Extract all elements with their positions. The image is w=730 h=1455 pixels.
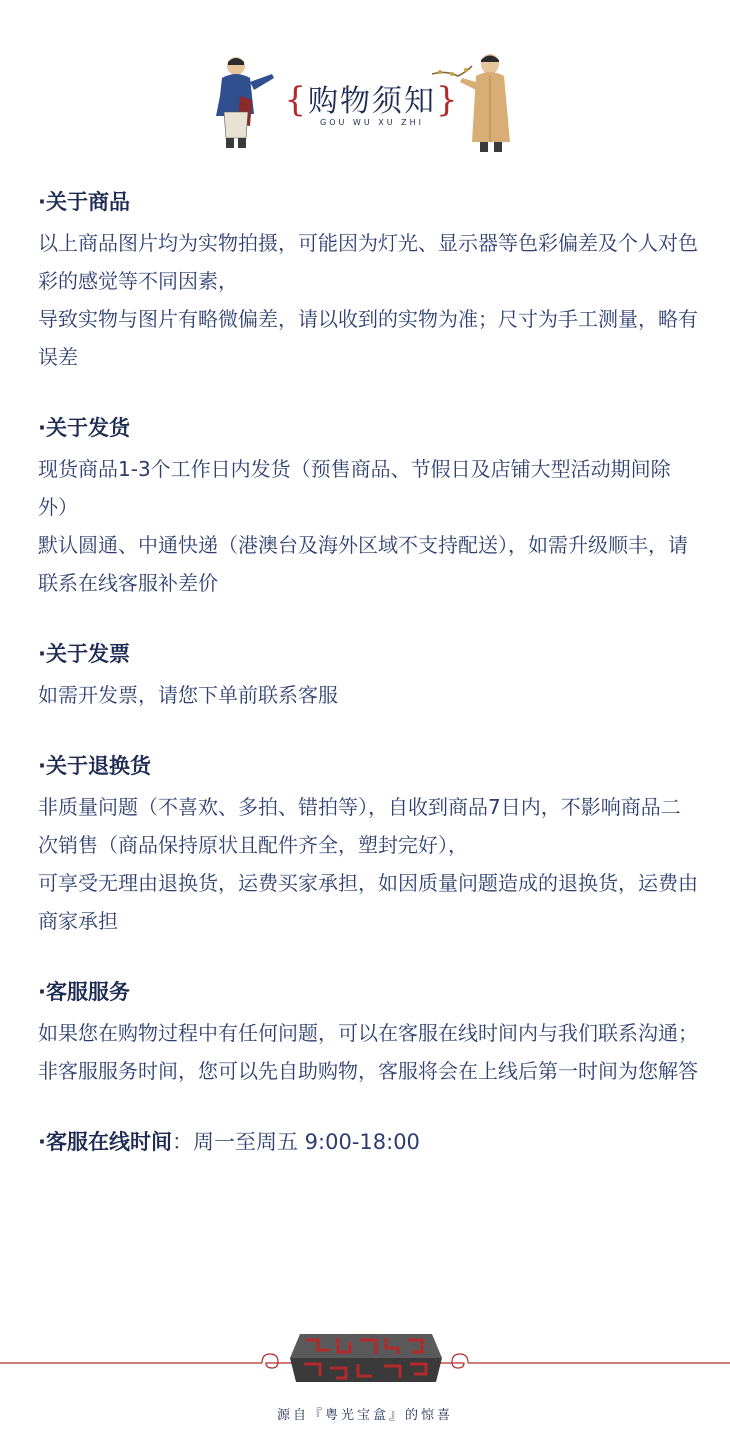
section-product xyxy=(38,184,698,376)
section-title: ·关于商品 xyxy=(38,190,130,214)
footer-caption: 源自『粤光宝盒』的惊喜 xyxy=(276,1408,453,1423)
section-paragraph: 非质量问题（不喜欢、多拍、错拍等），自收到商品7日内，不影响商品二次销售（商品保持原状且配件齐全，塑封完好）， xyxy=(38,795,681,857)
title-text: 购物须知 xyxy=(308,84,436,119)
online-hours xyxy=(38,1124,698,1160)
section-paragraph: 以上商品图片均为实物拍摄，可能因为灯光、显示器等色彩偏差及个人对色彩的感觉等不同因素， xyxy=(38,231,698,293)
section-paragraph: 现货商品1-3个工作日内发货（预售商品、节假日及店铺大型活动期间除外） xyxy=(38,457,671,519)
section-title: ·客服服务 xyxy=(38,980,130,1004)
section-paragraph: 非客服服务时间，您可以先自助购物，客服将会在上线后第一时间为您解答 xyxy=(38,1059,698,1083)
section-paragraph: 如需开发票，请您下单前联系客服 xyxy=(38,683,338,707)
title-brace-open: { xyxy=(284,80,308,120)
section-title: ·关于发货 xyxy=(38,416,130,440)
section-paragraph: 如果您在购物过程中有任何问题，可以在客服在线时间内与我们联系沟通； xyxy=(38,1021,698,1045)
treasure-box-illustration xyxy=(0,1296,730,1396)
section-title: ·关于发票 xyxy=(38,642,130,666)
section-shipping xyxy=(38,410,698,602)
content xyxy=(38,184,698,1160)
section-returns xyxy=(38,748,698,940)
online-hours-label: ·客服在线时间 xyxy=(38,1130,172,1154)
footer xyxy=(0,1296,730,1446)
section-paragraph: 默认圆通、中通快递（港澳台及海外区域不支持配送），如需升级顺丰，请联系在线客服补差价 xyxy=(38,533,688,595)
section-paragraph: 可享受无理由退换货，运费买家承担，如因质量问题造成的退换货，运费由商家承担 xyxy=(38,871,698,933)
left-figure-illustration xyxy=(214,56,276,152)
online-hours-value: ：周一至周五 9:00-18:00 xyxy=(171,1130,420,1154)
section-customer-service xyxy=(38,974,698,1090)
section-invoice xyxy=(38,636,698,714)
header xyxy=(0,48,730,158)
title-pinyin: GOU WU XU ZHI xyxy=(320,118,424,127)
section-paragraph: 导致实物与图片有略微偏差，请以收到的实物为准；尺寸为手工测量，略有误差 xyxy=(38,307,698,369)
section-title: ·关于退换货 xyxy=(38,754,151,778)
right-figure-illustration xyxy=(432,52,516,156)
title-brace-close: } xyxy=(436,80,460,120)
